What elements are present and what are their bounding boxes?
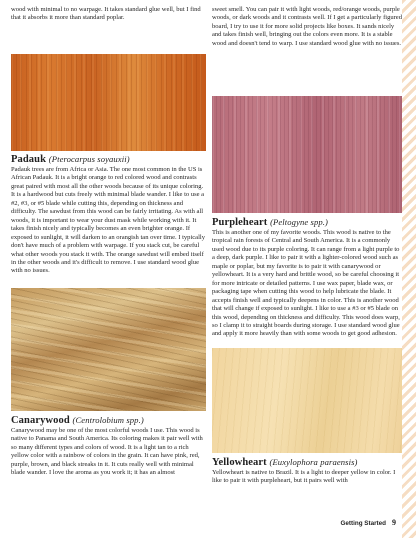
padauk-scientific-name: (Pterocarpus soyauxii): [48, 154, 130, 164]
canarywood-wood-sample-image: [11, 288, 206, 411]
yellowheart-name: Yellowheart: [212, 457, 267, 468]
purpleheart-name: Purpleheart: [212, 217, 268, 228]
padauk-heading: [11, 153, 206, 166]
right-column-intro: [212, 6, 402, 48]
canarywood-section: [11, 414, 206, 478]
padauk-wood-sample-image: [11, 54, 206, 151]
yellowheart-description: Yellowheart is native to Brazil. It is a light to deeper yellow in color. I like to pair it with purpleheart, but it pairs well with: [212, 469, 396, 485]
purpleheart-wood-sample-image: [212, 96, 402, 213]
padauk-description: Padauk trees are from Africa or Asia. The one most common in the US is African Padauk. It is a bright orange to red colored wood and contrasts great paired with most all the other woods because of its unique coloring. It is a hardwood but cuts freely with minimal blade wander. I like to use a #2, #3, or #5 blade while cutting this, depending on thickness and difficulty. The sawdust from this wood can be fairly irritating. As with all woods, it is important to wear your dust mask while working with it. It takes finish nicely and typically becomes an even brighter orange. If exposed to sunlight, it will darken to an orangish tan over time. I typically don't have much of a problem with warpage. If you stack cut, be careful what other woods you stack it with. The orange sawdust will embed itself in the other woods and it's difficult to remove. I use standard wood glue with no issues.: [11, 166, 206, 275]
yellowheart-section: [212, 456, 402, 486]
canarywood-description: Canarywood may be one of the most colorful woods I use. This wood is native to Panama and South America. Its coloring makes it pair well with so many different types and colors of wood. It is a light tan to a rich yellow color with a rainbow of colors in the grain. It can have pink, red, purple, brown, and black streaks in it. It cuts really well with minimal blade wander. I love the aroma as you work it; it has an almost: [11, 427, 203, 477]
yellowheart-wood-sample-image: [212, 348, 402, 453]
purpleheart-section: [212, 216, 402, 339]
purpleheart-description: This is another one of my favorite woods. This wood is native to the tropical rain forests of Central and South America. It is a commonly used wood due to its purple coloring. It can range from a light purple to a deep, dark purple. I like to pair it with a lighter-colored wood such as maple or poplar, but my favorite is to pair it with canarywood or yellowheart. It is a very hard and brittle wood, so be careful choosing it for more intricate or detailed patterns. I use wax paper, blade wax, or packaging tape when cutting this wood to help lubricate the blade. It accepts finish well and typically deepens in color. This is another wood that will change if exposed to sunlight. I like to use a #3 or #5 blade on this wood, depending on thickness and difficulty. This wood does warp, so I clamp it to straight boards during storage. I use standard wood glue and apply it more heavily than with some woods to get good adhesion.: [212, 229, 400, 338]
canarywood-continued-paragraph: sweet smell. You can pair it with light woods, red/orange woods, purple woods, or dark woods and it contrasts well. If I get a particularly figured board, I try to use it for more solid projects like boxes. It sands nicely and takes finish well, bringing out the colors even more. It is a stable wood and doesn't tend to warp. I use standard wood glue with no issues.: [212, 6, 402, 47]
purpleheart-scientific-name: (Peltogyne spp.): [270, 217, 328, 227]
yellowheart-scientific-name: (Euxylophora paraensis): [269, 457, 358, 467]
canarywood-scientific-name: (Centrolobium spp.): [72, 415, 144, 425]
canarywood-name: Canarywood: [11, 415, 70, 426]
intro-paragraph: wood with minimal to no warpage. It takes standard glue well, but I find that it absorbs it more than standard poplar.: [11, 6, 201, 22]
yellowheart-heading: [212, 456, 402, 469]
purpleheart-heading: [212, 216, 402, 229]
footer-section-title: Getting Started: [340, 520, 386, 527]
decorative-stripe-border: [402, 0, 416, 538]
canarywood-heading: [11, 414, 206, 427]
padauk-section: [11, 153, 206, 276]
page-number: 9: [392, 518, 396, 527]
left-column-intro: [11, 6, 206, 23]
page-footer: [341, 518, 396, 527]
padauk-name: Padauk: [11, 154, 47, 165]
